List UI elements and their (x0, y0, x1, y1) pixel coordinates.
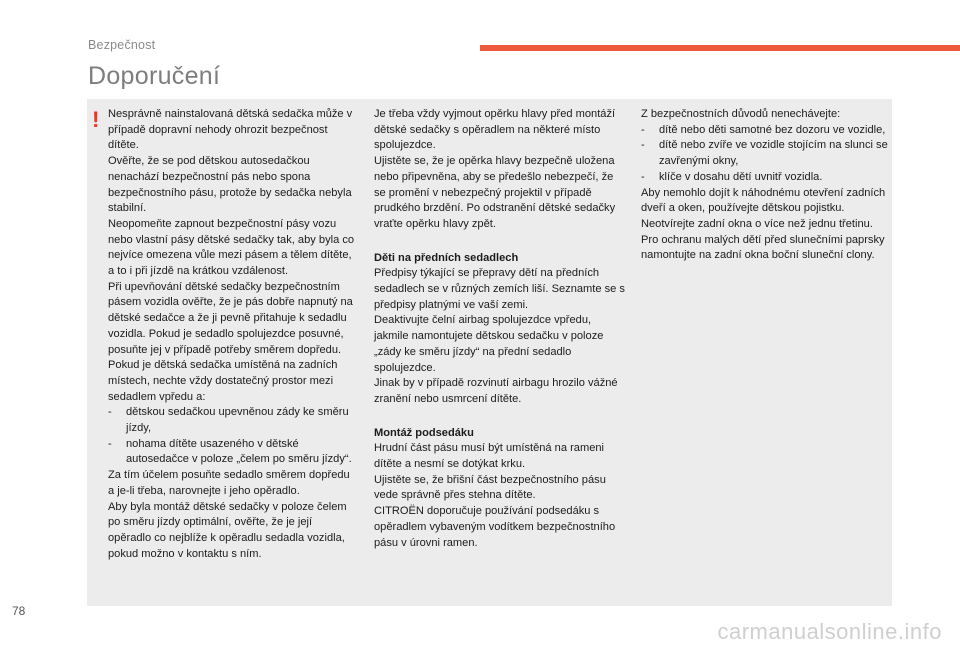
subheading: Montáž podsedáku (374, 426, 474, 439)
paragraph: Neotvírejte zadní okna o více než jednu třetinu. (641, 217, 873, 230)
list-item-text: klíče v dosahu dětí uvnitř vozidla. (659, 170, 823, 183)
paragraph: Nesprávně nainstalovaná dětská sedačka může v případě dopravní nehody ohrozit bezpečnost dítěte. (108, 108, 353, 152)
column-3 (641, 107, 889, 264)
warning-panel (87, 99, 892, 606)
paragraph: Za tím účelem posuňte sedadlo směrem dopředu a je-li třeba, narovnejte i jeho opěradlo. (108, 469, 350, 497)
column-1 (108, 107, 356, 562)
paragraph: Ujistěte se, že je opěrka hlavy bezpečně uložena nebo připevněna, aby se předešlo nebezpečí, že se promění v nebezpečný projektil v případě prudkého brzdění. Po odstranění dětské sedačky vraťte opěrku hlavy zpět. (374, 155, 616, 230)
subheading: Děti na předních sedadlech (374, 251, 519, 264)
paragraph: Ujistěte se, že břišní část bezpečnostního pásu vede správně přes stehna dítěte. (374, 473, 606, 502)
accent-bar (480, 45, 960, 51)
list-item (108, 437, 356, 468)
paragraph: Aby nemohlo dojít k náhodnému otevření zadních dveří a oken, používejte dětskou pojistku. (641, 186, 886, 215)
paragraph: Deaktivujte čelní airbag spolujezdce vpředu, jakmile namontujete dětskou sedačku v poloze „zády ke směru jízdy“ na přední sedadlo spolujezdce. (374, 314, 604, 374)
bullet-mark: - (641, 139, 645, 152)
paragraph: Pro ochranu malých dětí před slunečními paprsky namontujte na zadní okna boční sluneční clony. (641, 233, 885, 262)
page-number: 78 (12, 604, 26, 618)
section-label: Bezpečnost (88, 38, 156, 52)
column-2 (374, 107, 626, 551)
exclamation-warning-icon: ! (92, 107, 100, 132)
watermark: carmanualsonline.info (717, 619, 942, 644)
page-title: Doporučení (88, 62, 221, 90)
paragraph: Při upevňování dětské sedačky bezpečnostním pásem vozidla ověřte, že je pás dobře napnutý na dětské sedačce a že ji pevně přitahuje k sedadlu vozidla. Pokud je sedadlo spolujezdce posuvné, posuňte jej v případě potřeby směrem dopředu. (108, 280, 353, 356)
bullet-mark: - (641, 123, 645, 136)
paragraph: Je třeba vždy vyjmout opěrku hlavy před montáží dětské sedačky s opěradlem na některé místo spolujezdce. (374, 108, 616, 152)
list-item (108, 405, 356, 436)
paragraph: Hrudní část pásu musí být umístěná na rameni dítěte a nesmí se dotýkat krku. (374, 442, 604, 471)
paragraph: Aby byla montáž dětské sedačky v poloze čelem po směru jízdy optimální, ověřte, že je její opěradlo co nejblíže k opěradlu sedadla vozidla, pokud možno v kontaktu s ním. (108, 500, 347, 560)
bullet-mark: - (641, 170, 645, 183)
paragraph: Z bezpečnostních důvodů nenechávejte: (641, 108, 841, 120)
list-item (641, 138, 889, 169)
paragraph: Pokud je dětská sedačka umístěná na zadních místech, nechte vždy dostatečný prostor mezi sedadlem vpředu a: (108, 359, 338, 403)
list-item (641, 170, 889, 186)
paragraph: Neopomeňte zapnout bezpečnostní pásy vozu nebo vlastní pásy dětské sedačky tak, aby byla co nejvíce omezena vůle mezi pásem a tělem dítěte, a to i při jízdě na krátkou vzdálenost. (108, 217, 355, 278)
list-item-text: dětskou sedačkou upevněnou zády ke směru jízdy, (126, 406, 349, 435)
list-item (641, 123, 889, 139)
bullet-mark: - (108, 406, 112, 419)
paragraph: Jinak by v případě rozvinutí airbagu hrozilo vážné zranění nebo usmrcení dítěte. (374, 377, 618, 405)
bullet-mark: - (108, 437, 112, 450)
paragraph: Ověřte, že se pod dětskou autosedačkou nenachází bezpečnostní pás nebo spona bezpečnostního pásu, protože by sedačka nebyla stabilní. (108, 155, 352, 215)
list-item-text: dítě nebo zvíře ve vozidle stojícím na slunci se zavřenými okny, (659, 139, 888, 168)
paragraph: Předpisy týkající se přepravy dětí na předních sedadlech se v různých zemích liší. Seznamte se s předpisy platnými ve vaší zemi. (374, 267, 625, 311)
paragraph: CITROËN doporučuje používání podsedáku s opěradlem vybaveným vodítkem bezpečnostního pásu v úrovni ramen. (374, 505, 616, 549)
list-item-text: dítě nebo děti samotné bez dozoru ve vozidle, (659, 123, 886, 136)
list-item-text: nohama dítěte usazeného v dětské autosedačce v poloze „čelem po směru jízdy“. (126, 437, 352, 466)
